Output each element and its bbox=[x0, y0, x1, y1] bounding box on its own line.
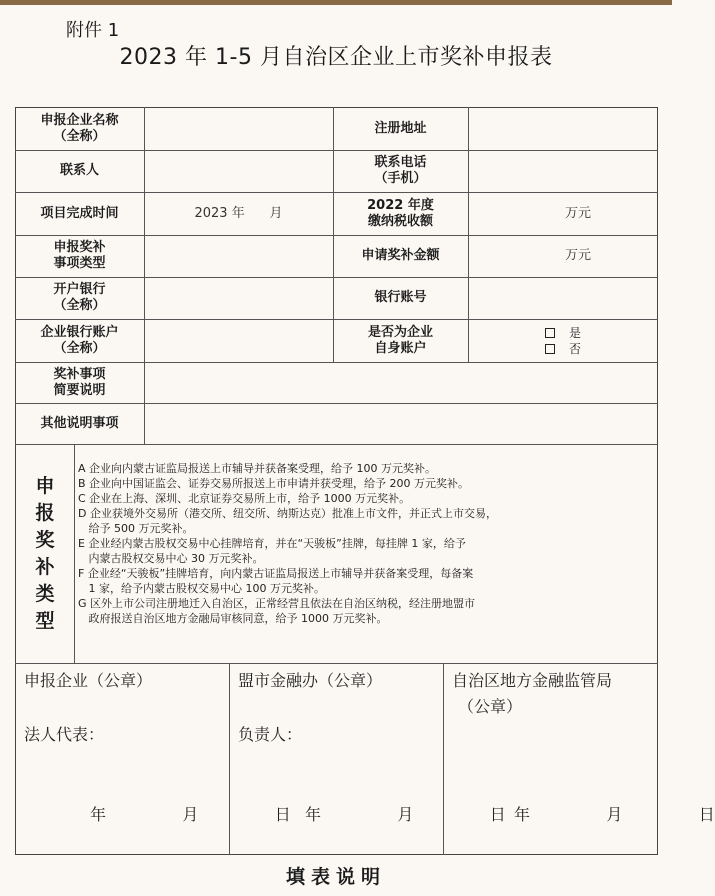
rule-item: D 企业获境外交易所（港交所、纽交所、纳斯达克）批准上市文件，并正式上市交易， bbox=[78, 507, 497, 520]
rule-item: 给予 500 万元奖补。 bbox=[78, 522, 194, 535]
regulator-seal-label: 自治区地方金融监管局 bbox=[452, 671, 613, 690]
rule-item: G 区外上市公司注册地迁入自治区，正常经营且依法在自治区纳税，经注册地盟市 bbox=[78, 597, 476, 610]
col-divider bbox=[74, 444, 75, 663]
col-divider bbox=[229, 663, 230, 855]
other-notes-input[interactable] bbox=[144, 403, 658, 444]
company-account-input[interactable] bbox=[144, 319, 333, 362]
company-name-input[interactable] bbox=[144, 107, 333, 150]
reg-address-input[interactable] bbox=[468, 107, 658, 150]
rule-item: F 企业经“天骏板”挂牌培育，向内蒙古证监局报送上市辅导并获备案受理，每备案 bbox=[78, 567, 474, 580]
other-notes-label: 其他说明事项 bbox=[40, 415, 119, 431]
rule-item: E 企业经内蒙古股权交易中心挂牌培育，并在“天骏板”挂牌，每挂牌 1 家，给予 bbox=[78, 537, 466, 550]
row-divider bbox=[15, 663, 658, 664]
tax-label: 2022 年度 缴纳税收额 bbox=[367, 197, 434, 229]
legal-rep-label: 法人代表： bbox=[24, 725, 105, 744]
col-divider bbox=[443, 663, 444, 855]
award-amount-label: 申请奖补金额 bbox=[361, 248, 440, 263]
bank-input[interactable] bbox=[144, 277, 333, 319]
award-amount-field[interactable]: 万元 bbox=[564, 248, 591, 263]
page-title: 2023 年 1-5 月自治区企业上市奖补申报表 bbox=[119, 45, 553, 70]
row-divider bbox=[15, 444, 658, 445]
attachment-label: 附件 1 bbox=[66, 20, 120, 41]
instructions-heading: 填表说明 bbox=[285, 866, 386, 888]
rule-item: B 企业向中国证监会、证券交易所报送上市申请并获受理，给予 200 万元奖补。 bbox=[78, 477, 470, 490]
award-type-input[interactable] bbox=[144, 235, 333, 277]
city-office-sign-date: 年 月 日 bbox=[305, 805, 506, 824]
rule-item: 1 家，给予内蒙古股权交易中心 100 万元奖补。 bbox=[78, 582, 325, 595]
rule-item: A 企业向内蒙古证监局报送上市辅导并获备案受理，给予 100 万元奖补。 bbox=[78, 462, 437, 475]
completion-time-label: 项目完成时间 bbox=[40, 205, 119, 221]
bank-label: 开户银行 （全称） bbox=[53, 282, 106, 313]
phone-input[interactable] bbox=[468, 150, 658, 192]
award-type-label: 申报奖补 事项类型 bbox=[53, 240, 106, 271]
responsible-person-label: 负责人： bbox=[238, 725, 303, 744]
yes-option[interactable]: 是 bbox=[545, 325, 581, 341]
no-checkbox[interactable] bbox=[545, 344, 555, 354]
company-sign-date: 年 月 日 bbox=[90, 805, 291, 824]
own-account-options bbox=[468, 319, 658, 362]
own-account-label: 是否为企业 自身账户 bbox=[367, 324, 433, 356]
award-type-rules-list bbox=[78, 461, 497, 626]
rule-item: C 企业在上海、深圳、北京证券交易所上市，给予 1000 万元奖补。 bbox=[78, 492, 411, 505]
reg-address-label: 注册地址 bbox=[374, 120, 427, 136]
company-seal-label: 申报企业（公章） bbox=[24, 671, 153, 690]
rule-item: 内蒙古股权交易中心 30 万元奖补。 bbox=[78, 552, 264, 565]
phone-label: 联系电话 （手机） bbox=[374, 155, 427, 186]
yes-checkbox[interactable] bbox=[545, 328, 555, 338]
regulator-seal-sub: （公章） bbox=[458, 697, 523, 716]
city-office-seal-label: 盟市金融办（公章） bbox=[238, 671, 383, 690]
award-desc-input[interactable] bbox=[144, 362, 658, 403]
contact-input[interactable] bbox=[144, 150, 333, 192]
completion-time-field[interactable]: 2023 年 月 bbox=[194, 205, 283, 221]
company-name-label: 申报企业名称 （全称） bbox=[40, 112, 119, 144]
bank-account-no-label: 银行账号 bbox=[374, 290, 427, 305]
no-option[interactable]: 否 bbox=[545, 341, 581, 357]
tax-field[interactable]: 万元 bbox=[564, 205, 591, 221]
top-border-strip bbox=[0, 0, 672, 5]
company-account-label: 企业银行账户 （全称） bbox=[40, 324, 119, 356]
rule-item: 政府报送自治区地方金融局审核同意，给予 1000 万元奖补。 bbox=[78, 612, 388, 625]
bank-account-no-input[interactable] bbox=[468, 277, 658, 319]
regulator-sign-date: 年 月 日 bbox=[514, 805, 715, 824]
award-desc-label: 奖补事项 简要说明 bbox=[53, 366, 106, 398]
contact-label: 联系人 bbox=[59, 163, 99, 178]
award-type-section-label: 申 报 奖 补 类 型 bbox=[35, 474, 55, 632]
